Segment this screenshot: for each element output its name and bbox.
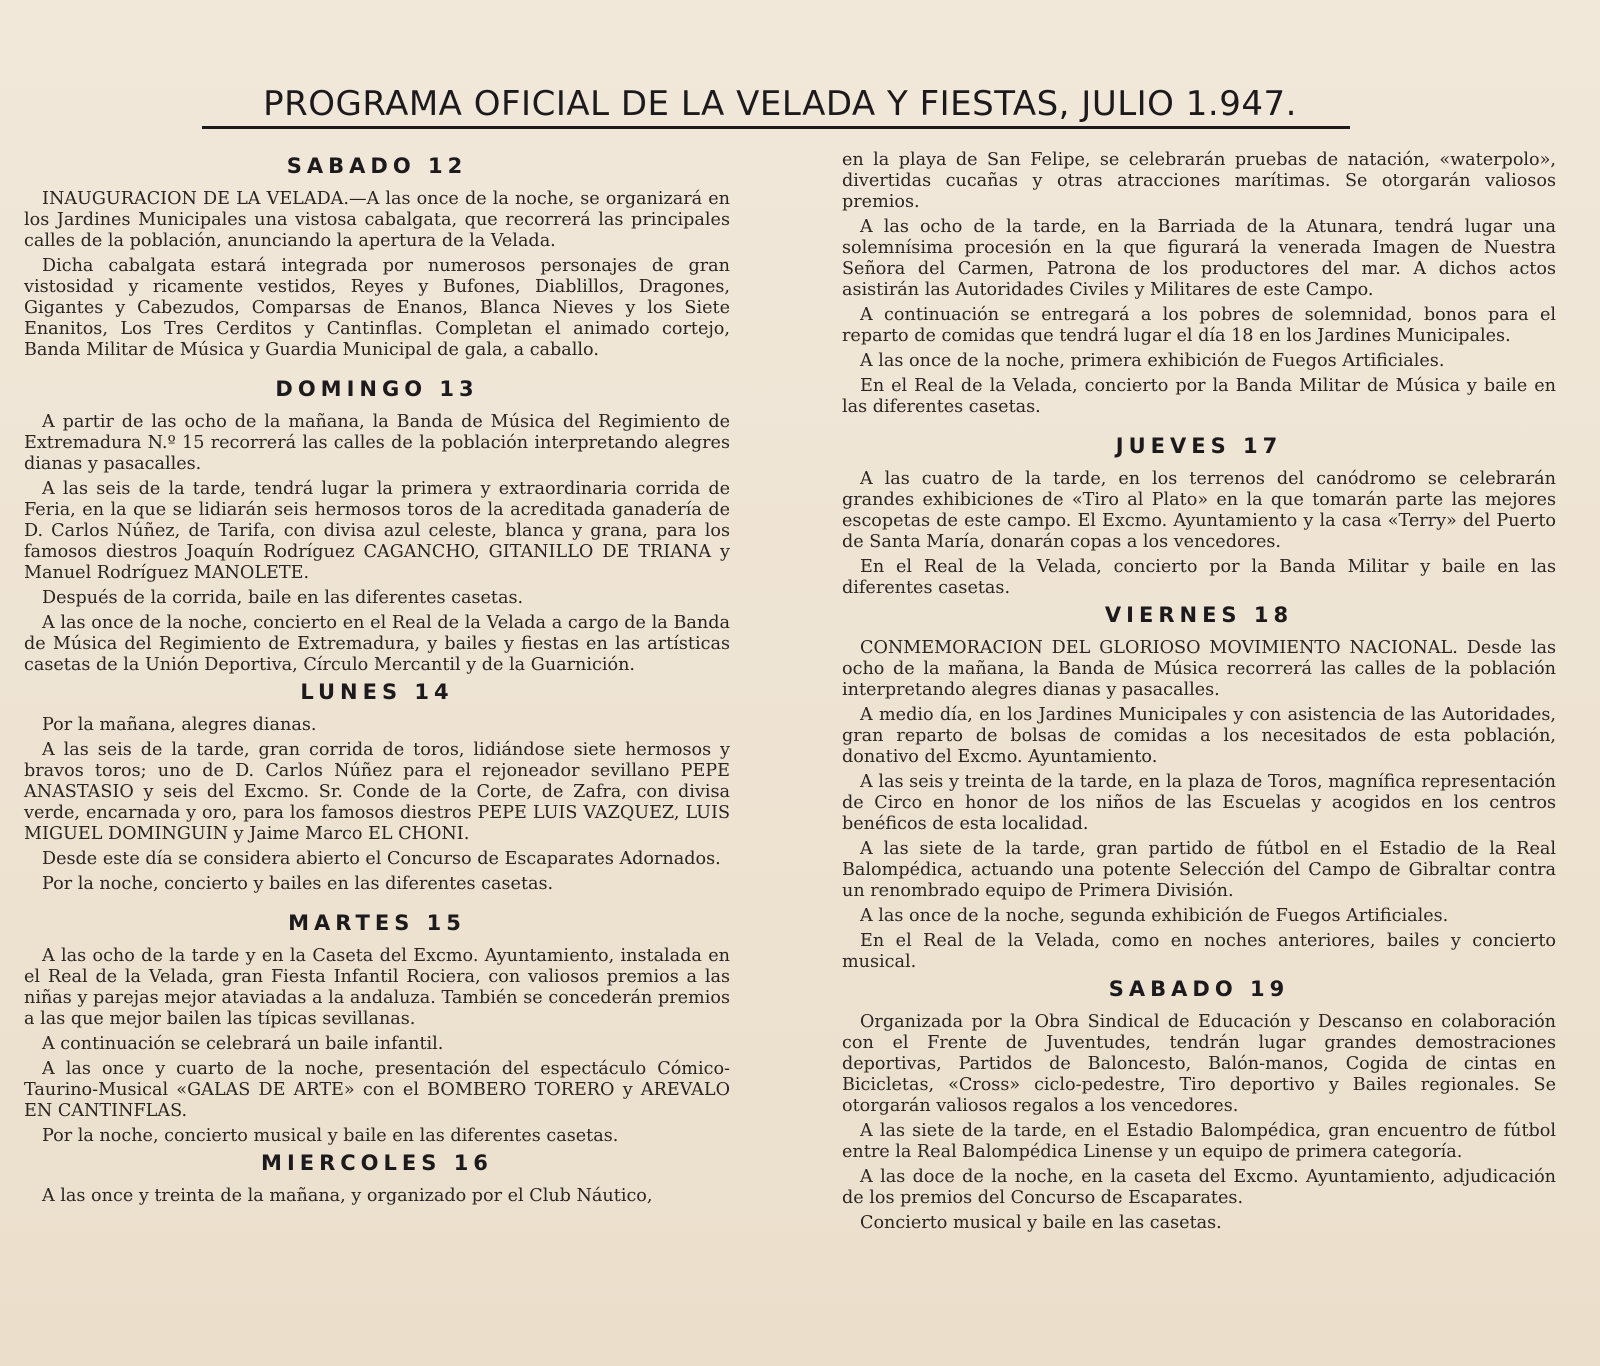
paragraph: A las once de la noche, primera exhibición de Fuegos Artificiales.	[860, 351, 1445, 371]
right-column	[842, 150, 1556, 1238]
paragraph: A continuación se celebrará un baile infantil.	[42, 1034, 444, 1054]
paragraph: en la playa de San Felipe, se celebrarán pruebas de natación, «waterpolo», divertidas cucañas y otras atracciones marítimas. Se otorgarán valiosos premios.	[842, 150, 1556, 212]
paragraph: Dicha cabalgata estará integrada por numerosos personajes de gran vistosidad y ricamente vestidos, Reyes y Bufones, Diablillos, Dragones, Gigantes y Cabezudos, Comparsas de Enanos, Blanca Nieves y los Siete Enanitos, Los Tres Cerditos y Cantinflas. Completan el animado cortejo, Banda Militar de Música y Guardia Municipal de gala, a caballo.	[24, 256, 730, 360]
paragraph: A las ocho de la tarde y en la Caseta del Excmo. Ayuntamiento, instalada en el Real de la Velada, gran Fiesta Infantil Rociera, con valiosos premios a las niñas y parejas mejor ataviadas a la andaluza. También se concederán premios a las que mejor bailen las típicas sevillanas.	[24, 946, 730, 1029]
day-heading-martes-15: MARTES 15	[288, 911, 466, 935]
page-title: PROGRAMA OFICIAL DE LA VELADA Y FIESTAS, JULIO 1.947.	[263, 84, 1297, 124]
paragraph: A las ocho de la tarde, en la Barriada de la Atunara, tendrá lugar una solemnísima procesión en la que figurará la venerada Imagen de Nuestra Señora del Carmen, Patrona de los productores del mar. A dichos actos asistirán las Autoridades Civiles y Militares de este Campo.	[842, 217, 1556, 300]
paragraph: A las siete de la tarde, gran partido de fútbol en el Estadio de la Real Balompédica, actuando una potente Selección del Campo de Gibraltar contra un renombrado equipo de Primera División.	[842, 839, 1556, 901]
paragraph: A continuación se entregará a los pobres de solemnidad, bonos para el reparto de comidas que tendrá lugar el día 18 en los Jardines Municipales.	[842, 305, 1556, 346]
paragraph: Por la noche, concierto musical y baile en las diferentes casetas.	[42, 1126, 619, 1146]
day-heading-jueves-17: JUEVES 17	[1115, 434, 1283, 458]
day-heading-lunes-14: LUNES 14	[300, 680, 454, 704]
title-underline	[202, 126, 1350, 129]
day-heading-miercoles-16: MIERCOLES 16	[261, 1151, 493, 1175]
paragraph: CONMEMORACION DEL GLORIOSO MOVIMIENTO NACIONAL. Desde las ocho de la mañana, la Banda de Música recorrerá las calles de la población interpretando alegres dianas y pasacalles.	[842, 638, 1556, 700]
paragraph: En el Real de la Velada, concierto por la Banda Militar y baile en las diferentes casetas.	[842, 557, 1556, 598]
paragraph: A las cuatro de la tarde, en los terrenos del canódromo se celebrarán grandes exhibiciones de «Tiro al Plato» en la que tomarán parte las mejores escopetas de este campo. El Excmo. Ayuntamiento y la casa «Terry» del Puerto de Santa María, donarán copas a los vencedores.	[842, 469, 1556, 552]
paragraph: En el Real de la Velada, como en noches anteriores, bailes y concierto musical.	[842, 931, 1556, 972]
paragraph: A las once y cuarto de la noche, presentación del espectáculo Cómico-Taurino-Musical «GALAS DE ARTE» con el BOMBERO TORERO y AREVALO EN CANTINFLAS.	[24, 1059, 730, 1121]
paragraph: A las once de la noche, concierto en el Real de la Velada a cargo de la Banda de Música del Regimiento de Extremadura, y bailes y fiestas en las artísticas casetas de la Unión Deportiva, Círculo Mercantil y de la Guarnición.	[24, 613, 730, 675]
day-heading-domingo-13: DOMINGO 13	[275, 377, 479, 401]
paragraph: A las seis de la tarde, tendrá lugar la primera y extraordinaria corrida de Feria, en la que se lidiarán seis hermosos toros de la acreditada ganadería de D. Carlos Núñez, de Tarifa, con divisa azul celeste, blanca y grana, para los famosos diestros Joaquín Rodríguez CAGANCHO, GITANILLO DE TRIANA y Manuel Rodríguez MANOLETE.	[24, 479, 730, 583]
paragraph: A las once y treinta de la mañana, y organizado por el Club Náutico,	[42, 1186, 653, 1206]
day-heading-sabado-19: SABADO 19	[1108, 977, 1290, 1001]
paragraph: Concierto musical y baile en las casetas.	[860, 1213, 1222, 1233]
left-column	[24, 150, 730, 1211]
paragraph: Después de la corrida, baile en las diferentes casetas.	[42, 588, 524, 608]
paragraph: A las seis de la tarde, gran corrida de toros, lidiándose siete hermosos y bravos toros; uno de D. Carlos Núñez para el rejoneador sevillano PEPE ANASTASIO y seis del Excmo. Sr. Conde de la Corte, de Zafra, con divisa verde, encarnada y oro, para los famosos diestros PEPE LUIS VAZQUEZ, LUIS MIGUEL DOMINGUIN y Jaime Marco EL CHONI.	[24, 740, 730, 844]
paragraph: A las doce de la noche, en la caseta del Excmo. Ayuntamiento, adjudicación de los premios del Concurso de Escaparates.	[842, 1167, 1556, 1208]
paragraph: Por la mañana, alegres dianas.	[42, 715, 317, 735]
paragraph: A las siete de la tarde, en el Estadio Balompédica, gran encuentro de fútbol entre la Real Balompédica Linense y un equipo de primera categoría.	[842, 1121, 1556, 1162]
paragraph: A medio día, en los Jardines Municipales y con asistencia de las Autoridades, gran reparto de bolsas de comidas a los necesitados de esta población, donativo del Excmo. Ayuntamiento.	[842, 705, 1556, 767]
day-heading-viernes-18: VIERNES 18	[1104, 603, 1294, 627]
paragraph: Por la noche, concierto y bailes en las diferentes casetas.	[42, 874, 554, 894]
paragraph: A las once de la noche, segunda exhibición de Fuegos Artificiales.	[860, 906, 1449, 926]
paragraph: INAUGURACION DE LA VELADA.—A las once de la noche, se organizará en los Jardines Municipales una vistosa cabalgata, que recorrerá las principales calles de la población, anunciando la apertura de la Velada.	[24, 189, 730, 251]
paragraph: Desde este día se considera abierto el Concurso de Escaparates Adornados.	[42, 849, 721, 869]
paragraph: A las seis y treinta de la tarde, en la plaza de Toros, magnífica representación de Circo en honor de los niños de las Escuelas y acogidos en los centros benéficos de esta localidad.	[842, 772, 1556, 834]
paragraph: A partir de las ocho de la mañana, la Banda de Música del Regimiento de Extremadura N.º 15 recorrerá las calles de la población interpretando alegres dianas y pasacalles.	[24, 412, 730, 474]
paragraph: En el Real de la Velada, concierto por la Banda Militar de Música y baile en las diferentes casetas.	[842, 376, 1556, 417]
day-heading-sabado-12: SABADO 12	[286, 154, 468, 178]
paragraph: Organizada por la Obra Sindical de Educación y Descanso en colaboración con el Frente de Juventudes, tendrán lugar grandes demostraciones deportivas, Partidos de Baloncesto, Balón-manos, Cogida de cintas en Bicicletas, «Cross» ciclo-pedestre, Tiro deportivo y Bailes regionales. Se otorgarán valiosos regalos a los vencedores.	[842, 1012, 1556, 1116]
